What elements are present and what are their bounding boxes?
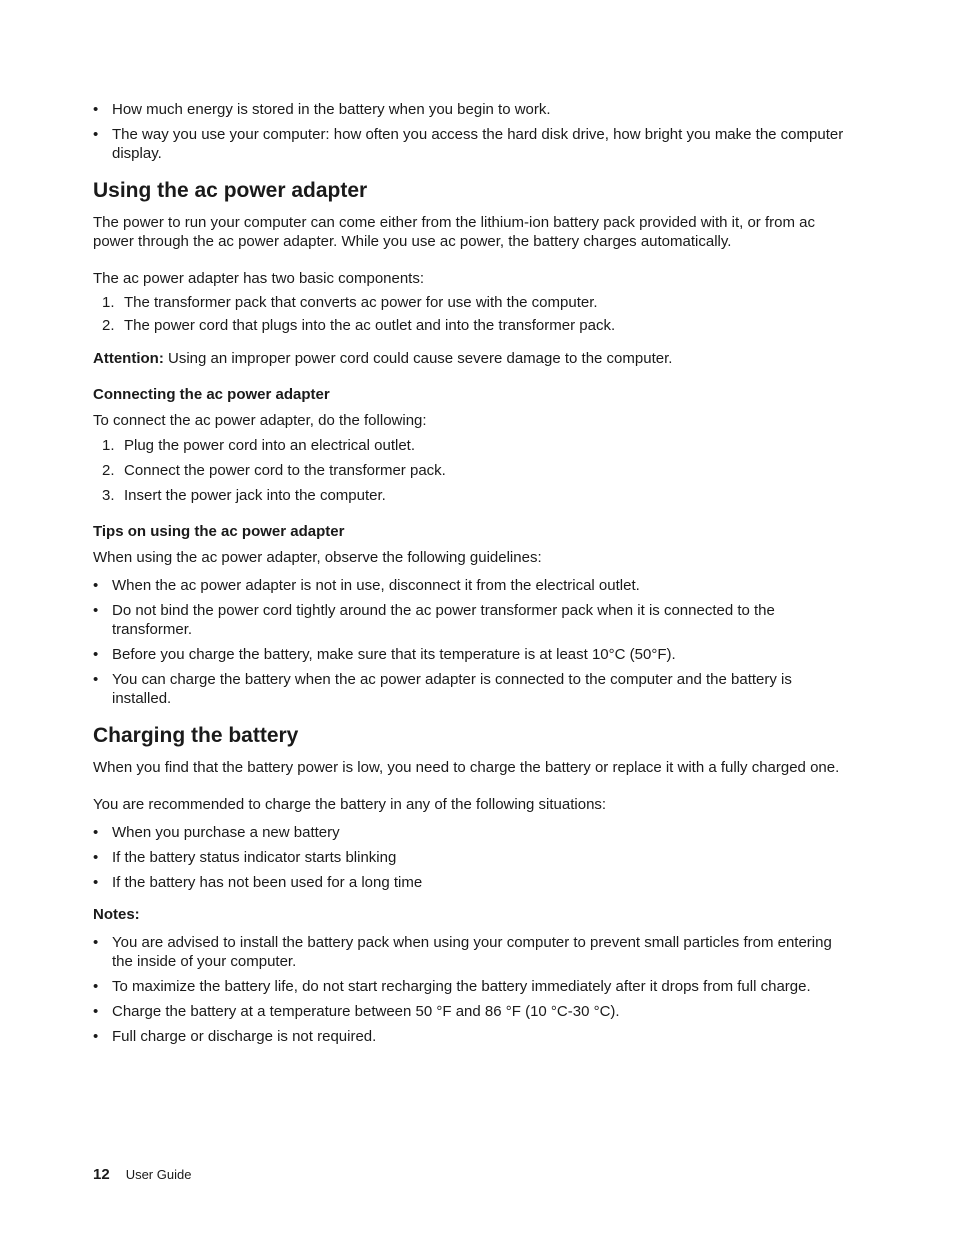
list-item: • Before you charge the battery, make sure that its temperature is at least 10°C (50°F). [93, 645, 853, 664]
paragraph: The power to run your computer can come either from the lithium-ion battery pack provided with it, or from ac power through the ac power adapter. While you use ac power, the battery charges automatically. [93, 214, 815, 250]
attention-label: Attention: [93, 350, 164, 367]
list-number: 1. [102, 437, 115, 454]
paragraph: To connect the ac power adapter, do the following: [93, 412, 427, 429]
list-item-text: The power cord that plugs into the ac outlet and into the transformer pack. [124, 317, 616, 334]
paragraph: When you find that the battery power is low, you need to charge the battery or replace it with a fully charged one. [93, 759, 840, 776]
notes-label: Notes: [93, 906, 140, 923]
intro-bullet-list [93, 100, 853, 163]
section-heading-charging: Charging the battery [93, 724, 299, 747]
list-number: 1. [102, 294, 115, 311]
list-item-text: Plug the power cord into an electrical outlet. [124, 437, 415, 454]
list-item: • If the battery has not been used for a long time [93, 873, 853, 892]
situations-list [93, 823, 853, 892]
list-item: • You are advised to install the battery pack when using your computer to prevent small particles from entering the inside of your computer. [93, 933, 853, 971]
book-title: User Guide [125, 1167, 192, 1182]
list-item: • How much energy is stored in the battery when you begin to work. [93, 100, 853, 119]
list-item: • Full charge or discharge is not required. [93, 1027, 853, 1046]
paragraph: You are recommended to charge the battery in any of the following situations: [93, 796, 607, 813]
list-item: • You can charge the battery when the ac power adapter is connected to the computer and the battery is installed. [93, 670, 853, 708]
list-number: 2. [102, 317, 115, 334]
list-item [93, 436, 853, 455]
paragraph: The ac power adapter has two basic components: [93, 270, 425, 287]
subheading-tips: Tips on using the ac power adapter [93, 523, 345, 540]
list-number: 3. [102, 487, 115, 504]
page-number: 12 [93, 1166, 110, 1183]
list-item [93, 486, 853, 505]
list-item: • Do not bind the power cord tightly around the ac power transformer pack when it is connected to the transformer. [93, 601, 853, 639]
list-item: • The way you use your computer: how often you access the hard disk drive, how bright you make the computer display. [93, 125, 853, 163]
page-content [93, 100, 853, 1046]
list-item: • When you purchase a new battery [93, 823, 853, 842]
paragraph: When using the ac power adapter, observe the following guidelines: [93, 549, 542, 566]
list-number: 2. [102, 462, 115, 479]
list-item-text: Connect the power cord to the transformer pack. [124, 462, 446, 479]
notes-list [93, 933, 853, 1046]
list-item: • If the battery status indicator starts blinking [93, 848, 853, 867]
connect-steps-list [93, 436, 853, 505]
list-item [93, 293, 853, 312]
tips-list [93, 576, 853, 708]
list-item [93, 461, 853, 480]
page-footer [93, 1166, 191, 1183]
subheading-connecting: Connecting the ac power adapter [93, 386, 330, 403]
list-item: • When the ac power adapter is not in use, disconnect it from the electrical outlet. [93, 576, 853, 595]
list-item-text: The transformer pack that converts ac power for use with the computer. [124, 294, 598, 311]
components-list [93, 293, 853, 335]
attention-note [93, 349, 853, 368]
section-heading-ac-adapter: Using the ac power adapter [93, 179, 368, 202]
list-item [93, 316, 853, 335]
list-item: • To maximize the battery life, do not start recharging the battery immediately after it drops from full charge. [93, 977, 853, 996]
list-item: • Charge the battery at a temperature between 50 °F and 86 °F (10 °C-30 °C). [93, 1002, 853, 1021]
attention-text: Using an improper power cord could cause severe damage to the computer. [163, 350, 673, 367]
list-item-text: Insert the power jack into the computer. [124, 487, 386, 504]
